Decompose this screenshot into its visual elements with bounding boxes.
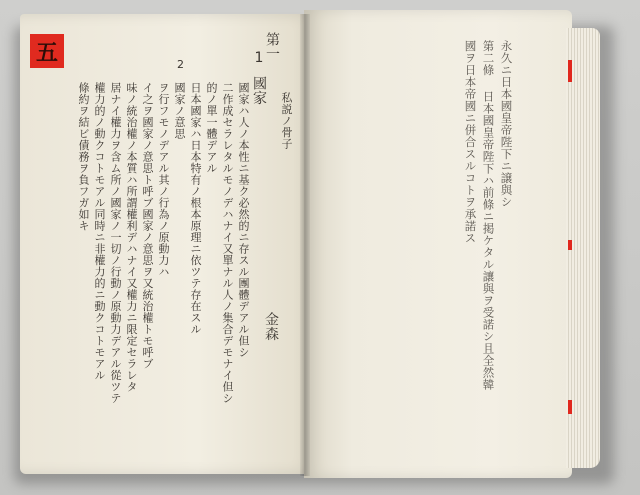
body-line: 的ノ單一體デアル <box>205 82 218 174</box>
body-line: 國家ノ意思 <box>173 82 186 140</box>
right-page-line: 國ヲ日本帝國ニ併合スルコトヲ承諾ス <box>463 40 478 244</box>
body-line: 國家ハ人ノ本性ニ基ク必然的ニ存スル團體デアル但シ <box>237 82 250 358</box>
red-index-tab <box>568 400 572 414</box>
body-line: 味ノ統治權ノ本質ハ所謂權利デハナイ又權力ニ限定セラレタ <box>125 82 138 393</box>
subsection-number: 2 <box>174 58 187 72</box>
subtitle: 私説ノ骨子 <box>280 92 293 150</box>
body-line: 條約ヲ結ビ債務ヲ負フガ如キ <box>77 82 90 232</box>
body-line: イ之ヲ國家ノ意思ト呼ブ國家ノ意思ヲ又統治權トモ呼ブ <box>141 82 154 370</box>
right-page <box>304 10 572 478</box>
body-line: 二作成セラレタルモノデハナイ又單ナル人ノ集合デモナイ但シ <box>221 82 234 404</box>
author-name: 金森 <box>263 312 279 341</box>
red-index-tab <box>568 240 572 250</box>
body-line: 權力的ノ動クコトモアル同時ニ非權力的ニ動クコトモアル <box>93 82 106 381</box>
body-line: 日本國家ハ日本特有ノ根本原理ニ依ツテ存在スル <box>189 82 202 335</box>
chapter-heading: 第一 <box>264 32 280 61</box>
body-line: 居ナイ權力ヲ含ム所ノ國家ノ一切ノ行動ノ原動力デアル從ツテ <box>109 82 122 404</box>
right-page-line: 永久ニ日本國皇帝陛下ニ譲與シ <box>499 40 514 208</box>
red-index-tab <box>568 60 572 82</box>
section-title: 國家 <box>251 76 267 105</box>
book-gutter <box>300 14 310 476</box>
right-page-line: 第二條 日本國皇帝陛下ハ前條ニ掲ケタル讓與ヲ受諾シ且全然韓 <box>481 40 496 391</box>
section-number: 1 <box>251 50 267 67</box>
body-line: ヲ行フモノデアル其ノ行為ノ原動力ハ <box>157 82 170 278</box>
chapter-stamp: 五 <box>30 34 64 68</box>
